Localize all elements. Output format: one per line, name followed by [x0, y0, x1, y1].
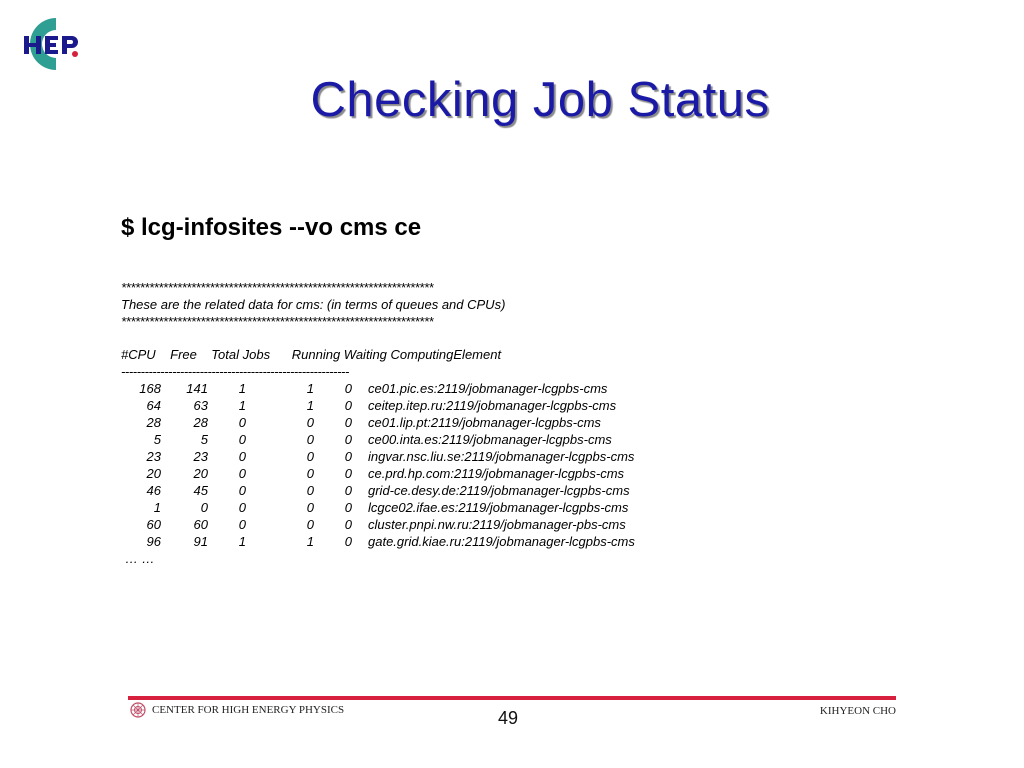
computing-element-cell: ceitep.itep.ru:2119/jobmanager-lcgpbs-cms	[368, 398, 617, 413]
free-cell: 63	[193, 398, 208, 413]
cpu-cell: 168	[139, 381, 161, 396]
cpu-cell: 46	[146, 483, 161, 498]
computing-element-cell: lcgce02.ifae.es:2119/jobmanager-lcgpbs-cms	[368, 500, 629, 515]
slide-title: Checking Job Status	[310, 73, 770, 127]
free-cell: 5	[200, 432, 208, 447]
table-row	[121, 533, 635, 550]
hep-logo-icon	[22, 14, 84, 74]
free-cell: 0	[200, 500, 208, 515]
computing-element-cell: ingvar.nsc.liu.se:2119/jobmanager-lcgpbs-cms	[368, 449, 635, 464]
free-cell: 60	[193, 517, 208, 532]
total-jobs-cell: 0	[238, 449, 246, 464]
total-jobs-cell: 1	[238, 534, 246, 549]
free-cell: 45	[193, 483, 208, 498]
footer-author: KIHYEON CHO	[819, 705, 896, 717]
waiting-cell: 0	[344, 432, 352, 447]
command-text: $ lcg-infosites --vo cms ce	[121, 214, 422, 241]
free-cell: 20	[193, 466, 208, 481]
cpu-cell: 23	[146, 449, 161, 464]
cpu-cell: 96	[146, 534, 161, 549]
table-row	[121, 431, 635, 448]
table-row	[121, 397, 635, 414]
dashes-rule: ----------------------------------------------------------	[121, 364, 349, 379]
free-cell: 28	[193, 415, 208, 430]
running-cell: 0	[306, 500, 314, 515]
page-number: 49	[497, 708, 519, 728]
waiting-cell: 0	[344, 398, 352, 413]
waiting-cell: 0	[344, 466, 352, 481]
running-cell: 0	[306, 415, 314, 430]
running-cell: 1	[306, 381, 314, 396]
running-cell: 1	[306, 534, 314, 549]
computing-element-cell: ce01.lip.pt:2119/jobmanager-lcgpbs-cms	[368, 415, 601, 430]
computing-element-cell: gate.grid.kiae.ru:2119/jobmanager-lcgpbs-cms	[368, 534, 635, 549]
table-row	[121, 380, 635, 397]
running-cell: 0	[306, 466, 314, 481]
stars-rule: *******************************************************************	[121, 280, 434, 295]
running-cell: 0	[306, 483, 314, 498]
column-header-line: #CPU Free Total Jobs Running Waiting ComputingElement	[121, 347, 502, 362]
footer-divider	[128, 696, 896, 700]
cpu-cell: 20	[146, 466, 161, 481]
running-cell: 0	[306, 432, 314, 447]
waiting-cell: 0	[344, 415, 352, 430]
running-cell: 1	[306, 398, 314, 413]
cpu-cell: 5	[153, 432, 161, 447]
total-jobs-cell: 0	[238, 517, 246, 532]
cpu-cell: 28	[146, 415, 161, 430]
waiting-cell: 0	[344, 500, 352, 515]
free-cell: 91	[193, 534, 208, 549]
total-jobs-cell: 0	[238, 466, 246, 481]
table-row	[121, 465, 635, 482]
computing-element-cell: cluster.pnpi.nw.ru:2119/jobmanager-pbs-cms	[368, 517, 626, 532]
footer-left-text: CENTER FOR HIGH ENERGY PHYSICS	[152, 704, 345, 716]
stars-rule: *******************************************************************	[121, 314, 434, 329]
total-jobs-cell: 0	[238, 483, 246, 498]
cpu-cell: 64	[146, 398, 161, 413]
table-row	[121, 414, 635, 431]
running-cell: 0	[306, 517, 314, 532]
cpu-cell: 60	[146, 517, 161, 532]
table-row	[121, 448, 635, 465]
free-cell: 23	[193, 449, 208, 464]
waiting-cell: 0	[344, 517, 352, 532]
computing-element-cell: ce.prd.hp.com:2119/jobmanager-lcgpbs-cms	[368, 466, 625, 481]
free-cell: 141	[186, 381, 208, 396]
computing-element-cell: ce01.pic.es:2119/jobmanager-lcgpbs-cms	[368, 381, 608, 396]
table-row	[121, 499, 635, 516]
output-heading: These are the related data for cms: (in terms of queues and CPUs)	[121, 297, 506, 312]
total-jobs-cell: 0	[238, 432, 246, 447]
cpu-cell: 1	[153, 500, 161, 515]
waiting-cell: 0	[344, 449, 352, 464]
running-cell: 0	[306, 449, 314, 464]
total-jobs-cell: 1	[238, 398, 246, 413]
computing-element-cell: grid-ce.desy.de:2119/jobmanager-lcgpbs-cms	[368, 483, 630, 498]
total-jobs-cell: 0	[238, 500, 246, 515]
waiting-cell: 0	[344, 534, 352, 549]
total-jobs-cell: 1	[238, 381, 246, 396]
table-row	[121, 482, 635, 499]
ellipsis-text: … …	[125, 551, 155, 566]
computing-element-table	[121, 380, 635, 550]
waiting-cell: 0	[344, 483, 352, 498]
command-output	[121, 279, 761, 567]
waiting-cell: 0	[344, 381, 352, 396]
total-jobs-cell: 0	[238, 415, 246, 430]
computing-element-cell: ce00.inta.es:2119/jobmanager-lcgpbs-cms	[368, 432, 612, 447]
table-row	[121, 516, 635, 533]
